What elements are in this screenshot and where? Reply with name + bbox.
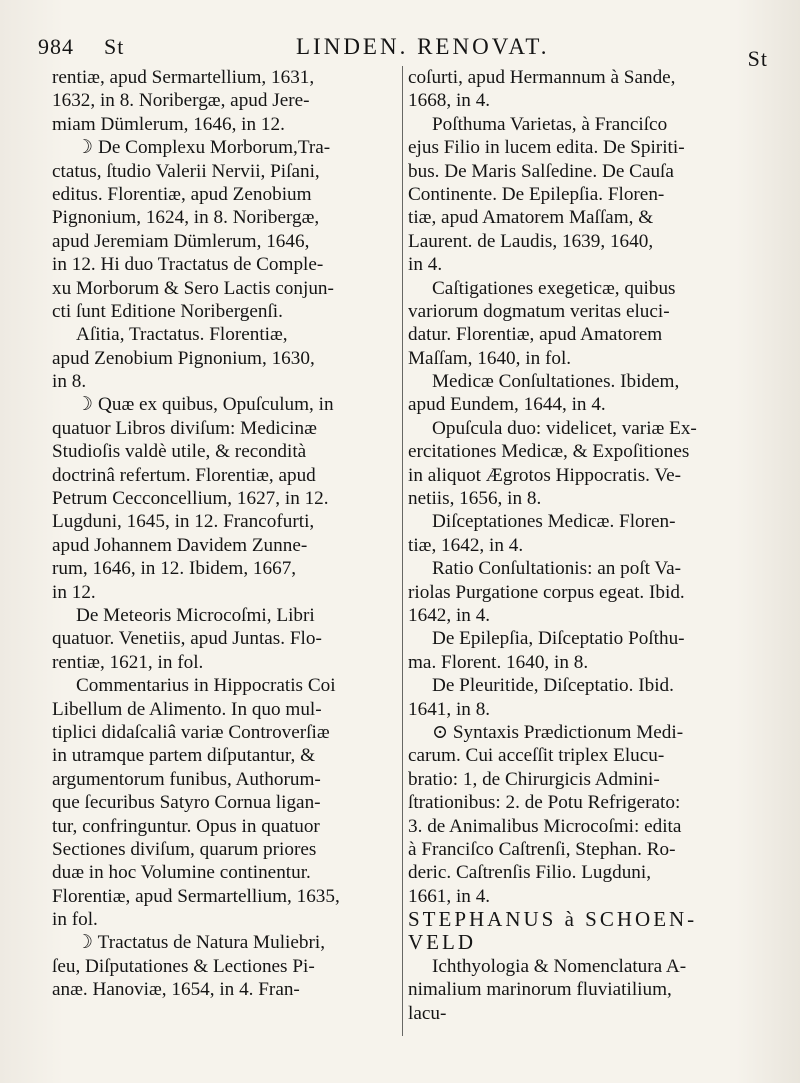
text-line: 3. de Animalibus Microcoſmi: edita	[408, 815, 682, 837]
text-line: Caſtigationes exegeticæ, quibus	[432, 277, 676, 299]
text-line: Aſitia, Tractatus. Florentiæ,	[76, 324, 288, 346]
text-line: Medicæ Conſultationes. Ibidem,	[432, 371, 680, 393]
text-line: ⊙ Syntaxis Prædictionum Medi-	[432, 721, 684, 743]
column-divider	[402, 66, 403, 1036]
text-line: VELD	[408, 930, 476, 955]
text-line: Ichthyologia & Nomenclatura A-	[432, 955, 687, 977]
text-line: tiæ, 1642, in 4.	[408, 534, 524, 556]
text-line: Poſthuma Varietas, à Franciſco	[432, 113, 668, 135]
text-line: STEPHANUS à SCHOEN-	[408, 907, 698, 932]
text-line: ercitationes Medicæ, & Expoſitiones	[408, 441, 690, 463]
text-line: 1632, in 8. Noribergæ, apud Jere-	[52, 90, 310, 112]
text-line: nimalium marinorum fluviatilium,	[408, 979, 672, 1001]
text-line: xu Morborum & Sero Lactis conjun-	[52, 277, 334, 299]
text-line: ☽ De Complexu Morborum,Tra-	[76, 137, 331, 159]
text-line: in 12. Hi duo Tractatus de Comple-	[52, 254, 324, 276]
text-line: De Epilepſia, Diſceptatio Poſthu-	[432, 628, 685, 650]
left-catchword: St	[104, 34, 125, 59]
text-line: ctatus, ſtudio Valerii Nervii, Piſani,	[52, 160, 320, 182]
text-line: variorum dogmatum veritas eluci-	[408, 300, 670, 322]
text-line: datur. Florentiæ, apud Amatorem	[408, 324, 663, 346]
text-line: ☽ Quæ ex quibus, Opuſculum, in	[76, 394, 334, 416]
text-line: anæ. Hanoviæ, 1654, in 4. Fran-	[52, 979, 300, 1001]
right-text-column	[408, 66, 784, 1025]
left-text-column	[52, 66, 397, 1002]
text-line: 1661, in 4.	[408, 885, 491, 907]
text-line: Commentarius in Hippocratis Coi	[76, 675, 336, 697]
text-line: De Pleuritide, Diſceptatio. Ibid.	[432, 675, 674, 697]
text-line: Diſceptationes Medicæ. Floren-	[432, 511, 676, 533]
text-line: Maſſam, 1640, in fol.	[408, 347, 572, 369]
text-line: Ratio Conſultationis: an poſt Va-	[432, 558, 682, 580]
text-line: in aliquot Ægrotos Hippocratis. Ve-	[408, 464, 682, 486]
text-line: lacu-	[408, 1002, 447, 1024]
text-line: duæ in hoc Volumine continentur.	[52, 862, 311, 884]
text-line: in 4.	[408, 254, 443, 276]
text-line: argumentorum funibus, Authorum-	[52, 768, 321, 790]
text-line: apud Johannem Davidem Zunne-	[52, 534, 308, 556]
text-line: netiis, 1656, in 8.	[408, 488, 542, 510]
text-line: deric. Caſtrenſis Filio. Lugduni,	[408, 862, 652, 884]
text-line: rum, 1646, in 12. Ibidem, 1667,	[52, 558, 297, 580]
text-line: 1641, in 8.	[408, 698, 491, 720]
text-line: 1642, in 4.	[408, 604, 491, 626]
text-line: doctrinâ refertum. Florentiæ, apud	[52, 464, 316, 486]
text-line: ſtrationibus: 2. de Potu Refrigerato:	[408, 792, 681, 814]
page-number: 984	[38, 34, 74, 59]
text-line: apud Zenobium Pignonium, 1630,	[52, 347, 315, 369]
text-line: rentiæ, apud Sermartellium, 1631,	[52, 67, 315, 88]
text-line: bus. De Maris Salſedine. De Cauſa	[408, 160, 674, 182]
text-line: De Meteoris Microcoſmi, Libri	[76, 604, 315, 626]
running-title: LINDEN. RENOVAT.	[296, 34, 550, 59]
text-line: cti ſunt Editione Noribergenſi.	[52, 300, 283, 322]
text-line: quatuor Libros diviſum: Medicinæ	[52, 417, 317, 439]
text-line: quatuor. Venetiis, apud Juntas. Flo-	[52, 628, 322, 650]
text-line: tur, confringuntur. Opus in quatuor	[52, 815, 320, 837]
text-line: Continente. De Epilepſia. Floren-	[408, 183, 665, 205]
text-line: ejus Filio in lucem edita. De Spiriti-	[408, 137, 685, 159]
text-line: Pignonium, 1624, in 8. Noribergæ,	[52, 207, 320, 229]
text-line: Petrum Cecconcellium, 1627, in 12.	[52, 488, 329, 510]
text-line: miam Dümlerum, 1646, in 12.	[52, 113, 285, 135]
text-line: coſurti, apud Hermannum à Sande,	[408, 67, 676, 88]
text-line: Libellum de Alimento. In quo mul-	[52, 698, 322, 720]
text-line: Florentiæ, apud Sermartellium, 1635,	[52, 885, 340, 907]
text-line: bratio: 1, de Chirurgicis Admini-	[408, 768, 660, 790]
text-line: riolas Purgatione corpus egeat. Ibid.	[408, 581, 685, 603]
text-line: in 12.	[52, 581, 96, 603]
text-line: in utramque partem diſputantur, &	[52, 745, 315, 767]
text-line: Laurent. de Laudis, 1639, 1640,	[408, 230, 654, 252]
text-line: Opuſcula duo: videlicet, variæ Ex-	[432, 417, 697, 439]
right-catchword: St	[747, 46, 768, 71]
text-line: ma. Florent. 1640, in 8.	[408, 651, 589, 673]
text-line: à Franciſco Caſtrenſi, Stephan. Ro-	[408, 838, 676, 860]
text-line: ſeu, Diſputationes & Lectiones Pi-	[52, 955, 315, 977]
text-line: in fol.	[52, 909, 98, 931]
text-line: Studioſis valdè utile, & recondità	[52, 441, 307, 463]
text-line: editus. Florentiæ, apud Zenobium	[52, 183, 312, 205]
text-line: apud Jeremiam Dümlerum, 1646,	[52, 230, 310, 252]
running-header	[38, 30, 772, 71]
text-line: tiæ, apud Amatorem Maſſam, &	[408, 207, 654, 229]
text-line: tiplici didaſcaliâ variæ Controverſiæ	[52, 721, 330, 743]
text-line: ☽ Tractatus de Natura Muliebri,	[76, 932, 326, 954]
text-line: que ſecuribus Satyro Cornua ligan-	[52, 792, 321, 814]
text-line: rentiæ, 1621, in fol.	[52, 651, 204, 673]
text-line: Sectiones diviſum, quarum priores	[52, 838, 317, 860]
text-line: carum. Cui acceſſit triplex Elucu-	[408, 745, 665, 767]
text-line: in 8.	[52, 371, 87, 393]
text-line: Lugduni, 1645, in 12. Francofurti,	[52, 511, 315, 533]
text-line: 1668, in 4.	[408, 90, 491, 112]
text-line: apud Eundem, 1644, in 4.	[408, 394, 606, 416]
